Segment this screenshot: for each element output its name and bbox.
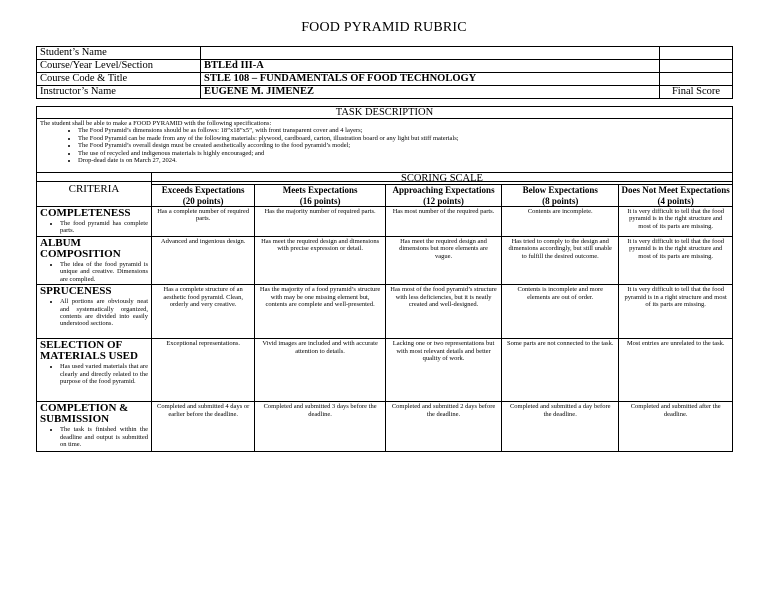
criterion-description: • All portions are obviously neat and systematically organized, contents are divided into easily understood sections. [40, 298, 148, 328]
rubric-cell: Has most of the food pyramid’s structure with less deficiencies, but it is neatly created and well-designed. [385, 285, 501, 339]
criterion-description: • Has used varied materials that are clearly and directly related to the purpose of the food pyramid. [40, 363, 148, 385]
criterion-cell [37, 339, 152, 402]
list-item: • The Food Pyramid’s overall design must be created aesthetically according to the food pyramid’s model; [78, 142, 729, 149]
rubric-cell: Has the majority of a food pyramid’s structure with may be one missing element but, contents are complete and well-presented. [255, 285, 386, 339]
rubric-cell: Has the majority number of required parts. [255, 207, 386, 237]
rubric-cell: Completed and submitted 2 days before the deadline. [385, 402, 501, 452]
rubric-cell: Completed and submitted 3 days before the deadline. [255, 402, 386, 452]
level-header: Meets Expectations (16 points) [255, 185, 386, 207]
rubric-cell: It is very difficult to tell that the food pyramid is in the right structure and most of its parts are missing. [619, 237, 733, 285]
list-item: • Drop-dead date is on March 27, 2024. [78, 157, 729, 164]
criterion-description: • The food pyramid has complete parts. [40, 220, 148, 235]
rubric-cell: Lacking one or two representations but with most relevant details and better quality of work. [385, 339, 501, 402]
criterion-name: SELECTION OF MATERIALS USED [40, 339, 138, 363]
table-row [37, 237, 733, 285]
criterion-description: • The task is finished within the deadline and output is submitted on time. [40, 426, 148, 448]
rubric-table [36, 172, 733, 452]
level-header: Below Expectations (8 points) [502, 185, 619, 207]
rubric-cell: Has a complete number of required parts. [152, 207, 255, 237]
rubric-cell: Contents is incomplete and more elements are out of order. [502, 285, 619, 339]
rubric-cell: It is very difficult to tell that the food pyramid is in the right structure and most of its parts are missing. [619, 207, 733, 237]
rubric-cell: Some parts are not connected to the task. [502, 339, 619, 402]
criterion-name: SPRUCENESS [40, 285, 112, 298]
info-value: STLE 108 – FUNDAMENTALS OF FOOD TECHNOLOGY [201, 73, 660, 86]
table-row [37, 285, 733, 339]
info-value: EUGENE M. JIMENEZ [201, 86, 660, 99]
info-label: Instructor’s Name [37, 86, 201, 99]
criterion-cell [37, 402, 152, 452]
list-item: • The use of recycled and indigenous materials is highly encouraged; and [78, 150, 729, 157]
task-intro: The student shall be able to make a FOOD PYRAMID with the following specifications: [40, 120, 272, 127]
list-item: • The Food Pyramid’s dimensions should be as follows: 18”x18”x5”, with front transparent cover and 4 layers; [78, 127, 729, 134]
criterion-cell [37, 285, 152, 339]
info-value: BTLEd III-A [201, 60, 660, 73]
final-score-blank [660, 60, 733, 73]
criterion-name: ALBUM COMPOSITION [40, 237, 121, 260]
task-description-table [36, 106, 733, 182]
student-info-table [36, 46, 733, 99]
table-row [37, 207, 733, 237]
rubric-cell: Completed and submitted 4 days or earlier before the deadline. [152, 402, 255, 452]
final-score-blank [660, 73, 733, 86]
table-row [37, 402, 733, 452]
criterion-description: • The idea of the food pyramid is unique and creative. Dimensions are complied. [40, 261, 148, 283]
final-score-blank [660, 47, 733, 60]
rubric-cell: Contents are incomplete. [502, 207, 619, 237]
task-spec-list [40, 127, 729, 164]
info-row-student-name [37, 47, 733, 60]
criterion-cell [37, 207, 152, 237]
info-row-course-code [37, 73, 733, 86]
rubric-cell: Vivid images are included and with accurate attention to details. [255, 339, 386, 402]
student-name-field[interactable] [201, 47, 660, 60]
level-header: Does Not Meet Expectations (4 points) [619, 185, 733, 207]
rubric-cell: Has meet the required design and dimensions but more elements are vague. [385, 237, 501, 285]
task-description-header: TASK DESCRIPTION [37, 107, 733, 119]
info-label: Student’s Name [37, 47, 201, 60]
rubric-cell: Has most number of the required parts. [385, 207, 501, 237]
list-item: • The Food Pyramid can be made from any of the following materials: plywood, cardboard, carton, illustration board or any light but stiff materials; [78, 135, 729, 142]
criterion-name: COMPLETION & SUBMISSION [40, 402, 129, 426]
info-label: Course/Year Level/Section [37, 60, 201, 73]
info-label: Course Code & Title [37, 73, 201, 86]
rubric-cell: Has a complete structure of an aesthetic food pyramid. Clean, orderly and very creative. [152, 285, 255, 339]
rubric-cell: Has tried to comply to the design and dimensions accordingly, but still unable to fulfill the desired outcome. [502, 237, 619, 285]
level-header: Approaching Expectations (12 points) [385, 185, 501, 207]
rubric-cell: Completed and submitted after the deadline. [619, 402, 733, 452]
level-header: Exceeds Expectations (20 points) [152, 185, 255, 207]
rubric-cell: Advanced and ingenious design. [152, 237, 255, 285]
info-row-course-year [37, 60, 733, 73]
scoring-scale-header: SCORING SCALE [152, 173, 733, 185]
criterion-name: COMPLETENESS [40, 207, 131, 219]
rubric-cell: It is very difficult to tell that the food pyramid is in a right structure and most of its parts are missing. [619, 285, 733, 339]
final-score-label: Final Score [660, 86, 733, 99]
criterion-cell [37, 237, 152, 285]
rubric-cell: Has meet the required design and dimensions with precise expression or detail. [255, 237, 386, 285]
table-row [37, 339, 733, 402]
rubric-cell: Exceptional representations. [152, 339, 255, 402]
rubric-cell: Most entries are unrelated to the task. [619, 339, 733, 402]
criteria-header: CRITERIA [37, 173, 152, 207]
document-title: FOOD PYRAMID RUBRIC [301, 20, 467, 35]
rubric-cell: Completed and submitted a day before the deadline. [502, 402, 619, 452]
info-row-instructor [37, 86, 733, 99]
